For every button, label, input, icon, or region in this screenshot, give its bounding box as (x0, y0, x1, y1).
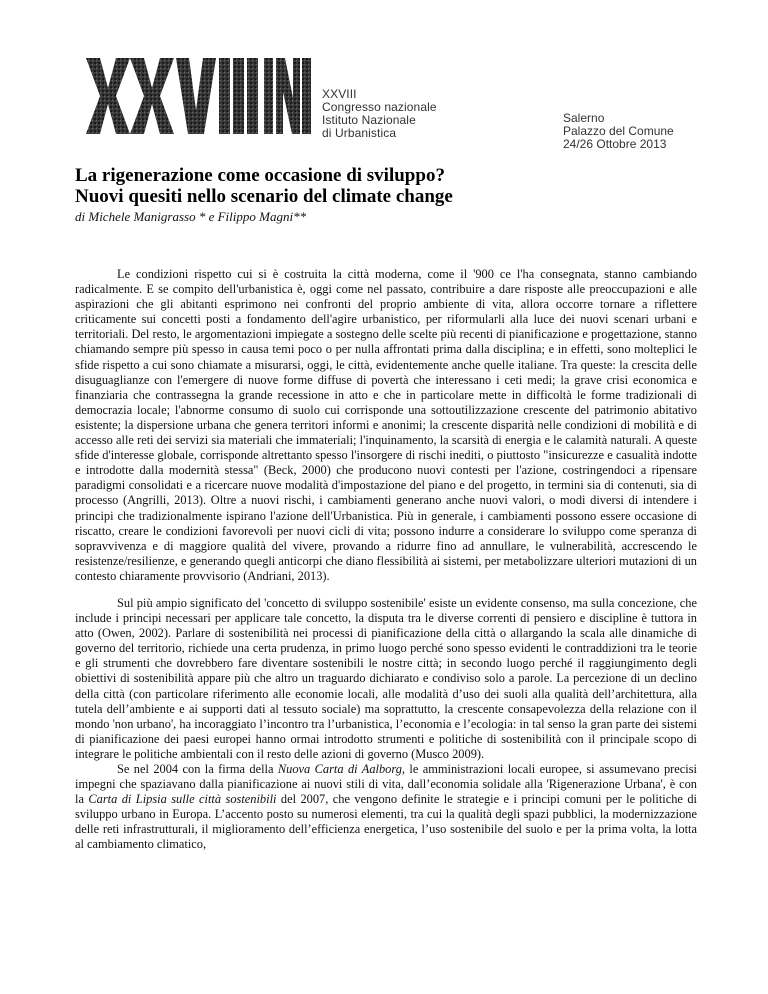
congress-line: XXVIII (322, 87, 357, 101)
page-header (0, 0, 768, 151)
venue-line: Salerno (563, 111, 605, 125)
text-run: del 2007, che vengono definite le strategie e i principi comuni per le politiche di sviluppo urbano in Europa. L’accento posto su numerosi elementi, tra cui la qualità degli spazi pubblici, la modernizzazione delle reti infrastrutturali, il miglioramento dell’efficienza energetica, l’uso sostenibile del suolo e per la prima volta, la lotta al cambiamento climatico, (75, 792, 697, 852)
venue-line: Palazzo del Comune (563, 124, 674, 138)
paragraph (75, 762, 697, 853)
authors: di Michele Manigrasso * e Filippo Magni** (75, 209, 307, 224)
title-line-2: Nuovi quesiti nello scenario del climate change (75, 186, 453, 207)
citation-italic: Carta di Lipsia sulle città sostenibili (88, 792, 277, 807)
paragraph: Le condizioni rispetto cui si è costruita la città moderna, come il '900 ce l'ha consegnata, stanno cambiando radicalmente. E se compito dell'urbanistica è, oggi come nel passato, contribuire a dare risposte alle preoccupazioni e alle aspirazioni che gli abitanti esprimono nei confronti del proprio ambiente di vita, allora occorre tornare a riflettere criticamente sui concetti posti a fondamento dell'agire urbanistico, per riformularli alla luce dei nuovi scenari urbani e territoriali. Del resto, le argomentazioni impiegate a sostegno delle scelte più recenti di pianificazione e progettazione, stanno chiamando sempre più spesso in causa temi poco o per nulla affrontati prima dalla disciplina; e in effetti, sono molteplici le sfide rispetto a cui sono chiamate a misurarsi, oggi, le città, evidentemente anche quelle italiane. Tra queste: la crescita delle disuguaglianze con l'emergere di nuove forme diffuse di povertà che interessano i ceti medi; la grave crisi economica e finanziaria che contrassegna la grande recessione in atto e che in particolare mette in difficoltà le forme tradizionali di democrazia locale; l'abnorme consumo di suolo cui corrisponde una sottoutilizzazione crescente del patrimonio abitativo esistente; la dispersione urbana che genera territori informi e anonimi; la crescente disparità nelle condizioni di mobilità e di accesso alle reti dei servizi sia materiali che immateriali; l'inquinamento, la scarsità di energia e le calamità naturali. A queste sfide d'interesse globale, corrisponde altrettanto spesso l'insorgere di rischi inediti, o piuttosto "insicurezze e casualità indotte e introdotte dalla modernità stessa" (Beck, 2000) che producono nuovi contesti per l'azione, costringendoci a ripensare paradigmi consolidati e a ricercare nuove modalità d'impostazione del piano e del progetto, in termini sia di contenuti, sia di processo (Angrilli, 2013). Oltre a nuovi rischi, i cambiamenti generano anche nuovi valori, o modi diversi di intendere i principi che tradizionalmente ispirano l'azione dell'Urbanistica. Più in generale, i cambiamenti possono essere occasione di riscatto, creare le condizioni favorevoli per nuovi cicli di vita; possono indurre a considerare lo sviluppo come speranza di sopravvivenza e di maggiore qualità del vivere, provando a ridurre fino ad annullare, le vulnerabilità, accrescendo le resistenze/resilienze, e generando quegli anticorpi che diano flessibilità ai sistemi, per metabolizzare ulteriori mutazioni di un contesto chiaramente provvisorio (Andriani, 2013). (75, 267, 697, 583)
paper-title (75, 165, 695, 207)
venue-line: 24/26 Ottobre 2013 (563, 137, 667, 151)
inu-logo (86, 58, 311, 134)
body-text (75, 267, 697, 853)
text-run: Se nel 2004 con la firma della (117, 762, 278, 776)
congress-line: Congresso nazionale (322, 100, 437, 114)
citation-italic: Nuova Carta di Aalborg (277, 762, 402, 776)
congress-info (322, 88, 437, 140)
title-block (75, 165, 695, 225)
text-run: , le amministrazioni locali europee, si assumevano precisi impegni che spaziavano dalla pianificazione ai nuovi stili di vita, dall’economia solidale alla 'Rigenerazione Urbana', è con la (75, 762, 697, 807)
congress-line: di Urbanistica (322, 126, 397, 140)
paragraph: Sul più ampio significato del 'concetto di sviluppo sostenibile' esiste un evidente consenso, ma sulla concezione, che include i principi necessari per applicare tale concetto, la disputa tra le diverse correnti di pensiero e discipline è tuttora in atto (Owen, 2002). Parlare di sostenibilità nei processi di pianificazione della città o allargando la scala alle dinamiche di governo del territorio, richiede una certa prudenza, in primo luogo perché sono spesso evidenti le contraddizioni tra le teorie e gli strumenti che dovrebbero fare diventare sostenibili le nostre città; in secondo luogo perché il raggiungimento degli obiettivi di sostenibilità appare più che altro un traguardo dichiarato e condiviso solo a parole. La percezione di un declino della città (con particolare riferimento alle economie locali, alle modalità d’uso dei suoli alla qualità dell’architettura, alla tutela dell’ambiente e ai supporti dati al tessuto sociale) ma soprattutto, la crescente consapevolezza della relazione con il mondo 'non urbano', ha incoraggiato l’incontro tra l’urbanistica, l’economia e l’ecologia: in tal senso la gran parte dei sistemi di pianificazione dei paesi europei hanno ormai introdotto strumenti e politiche di sostenibilità con il principale scopo di integrare le politiche ambientali con il resto delle azioni di governo (Musco 2009). (75, 595, 697, 761)
congress-line: Istituto Nazionale (322, 113, 416, 127)
venue-info (563, 112, 674, 151)
title-line-1: La rigenerazione come occasione di sviluppo? (75, 165, 445, 186)
